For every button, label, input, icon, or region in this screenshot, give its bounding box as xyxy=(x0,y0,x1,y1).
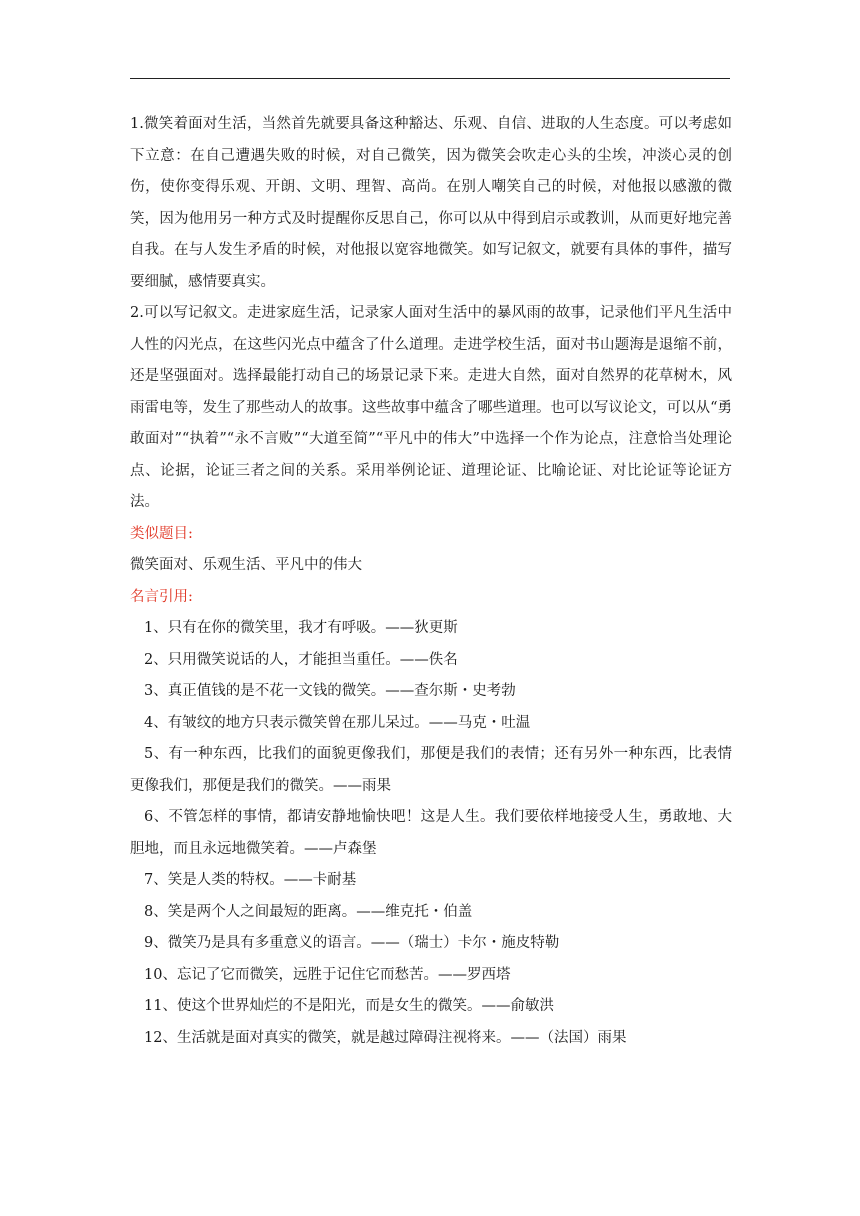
similar-topics-text: 微笑面对、乐观生活、平凡中的伟大 xyxy=(130,557,362,573)
paragraph-1: 1.微笑着面对生活，当然首先就要具备这种豁达、乐观、自信、进取的人生态度。可以考虑如下立意：在自己遭遇失败的时候，对自己微笑，因为微笑会吹走心头的尘埃，冲淡心灵的创伤，使你变得乐观、开朗、文明、理智、高尚。在别人嘲笑自己的时候，对他报以感激的微笑，因为他用另一种方式及时提醒你反思自己，你可以从中得到启示或教训，从而更好地完善自我。在与人发生矛盾的时候，对他报以宽容地微笑。如写记叙文，就要有具体的事件，描写要细腻，感情要真实。 xyxy=(130,116,732,290)
header-rule xyxy=(130,78,730,79)
similar-topics-heading: 类似题目: xyxy=(130,525,193,542)
document-body xyxy=(130,109,732,1054)
quote-item: 2、只用微笑说话的人，才能担当重任。——佚名 xyxy=(144,651,458,668)
quotes-heading: 名言引用: xyxy=(130,588,193,605)
quote-item: 9、微笑乃是具有多重意义的语言。——（瑞士）卡尔・施皮特勒 xyxy=(144,935,560,951)
quote-item: 8、笑是两个人之间最短的距离。——维克托・伯盖 xyxy=(144,903,473,920)
quote-item: 6、不管怎样的事情，都请安静地愉快吧！这是人生。我们要依样地接受人生，勇敢地、大胆地，而且永远地微笑着。——卢森堡 xyxy=(130,809,732,857)
quote-item: 12、生活就是面对真实的微笑，就是越过障碍注视将来。——（法国）雨果 xyxy=(144,1029,627,1046)
quote-item: 3、真正值钱的是不花一文钱的微笑。——查尔斯・史考勃 xyxy=(144,683,516,699)
quote-item: 4、有皱纹的地方只表示微笑曾在那儿呆过。——马克・吐温 xyxy=(144,714,531,731)
quote-item: 5、有一种东西，比我们的面貌更像我们，那便是我们的表情；还有另外一种东西，比表情更像我们，那便是我们的微笑。——雨果 xyxy=(130,746,732,794)
quote-item: 10、忘记了它而微笑，远胜于记住它而愁苦。——罗西塔 xyxy=(144,966,511,983)
quote-item: 11、使这个世界灿烂的不是阳光，而是女生的微笑。——俞敏洪 xyxy=(144,998,554,1014)
quote-item: 7、笑是人类的特权。——卡耐基 xyxy=(144,872,357,888)
quote-item: 1、只有在你的微笑里，我才有呼吸。——狄更斯 xyxy=(144,620,458,636)
paragraph-2: 2.可以写记叙文。走进家庭生活，记录家人面对生活中的暴风雨的故事，记录他们平凡生活中人性的闪光点，在这些闪光点中蕴含了什么道理。走进学校生活，面对书山题海是退缩不前，还是坚强面对。选择最能打动自己的场景记录下来。走进大自然，面对自然界的花草树木，风雨雷电等，发生了那些动人的故事。这些故事中蕴含了哪些道理。也可以写议论文，可以从“勇敢面对”“执着”“永不言败”“大道至简”“平凡中的伟大”中选择一个作为论点，注意恰当处理论点、论据，论证三者之间的关系。采用举例论证、道理论证、比喻论证、对比论证等论证方法。 xyxy=(130,305,732,510)
